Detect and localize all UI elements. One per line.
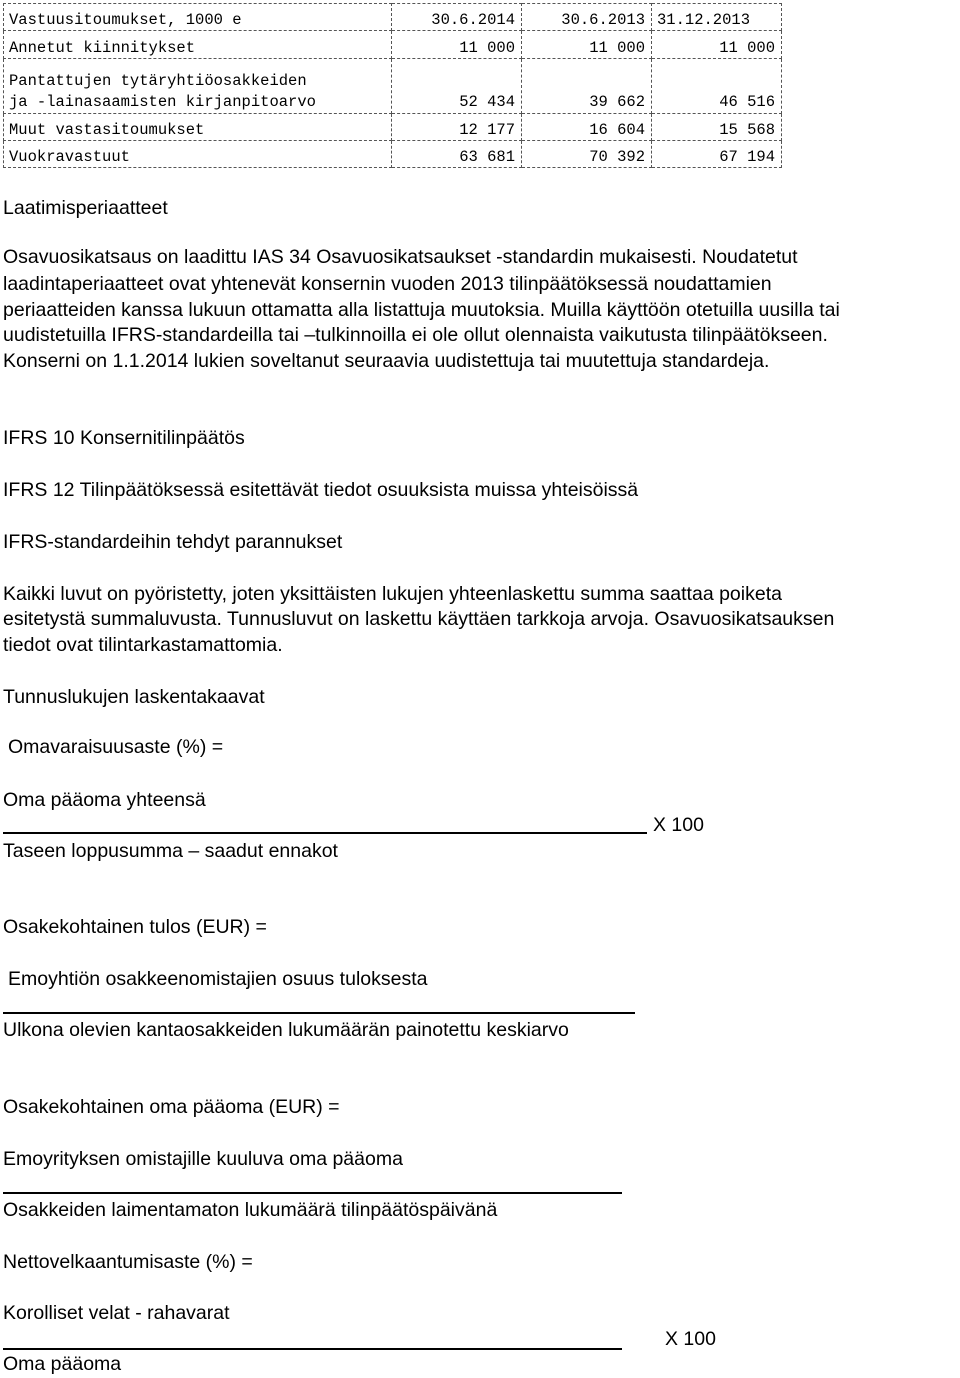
- fraction-line: [3, 832, 647, 834]
- formula-gearing-multiplier: X 100: [665, 1328, 716, 1350]
- heading-formulas: Tunnuslukujen laskentakaavat: [3, 686, 265, 708]
- formula-equity-per-share-denominator: Osakkeiden laimentamaton lukumäärä tilinpäätöspäivänä: [3, 1199, 498, 1221]
- fraction-line: [3, 1192, 622, 1194]
- row-label: [4, 59, 392, 114]
- formula-eps-numerator: Emoyhtiön osakkeenomistajien osuus tuloksesta: [8, 968, 428, 990]
- row-value: 15 568: [652, 114, 782, 141]
- formula-equity-per-share-title: Osakekohtainen oma pääoma (EUR) =: [3, 1096, 340, 1118]
- row-value: 11 000: [522, 31, 652, 59]
- row-value: 11 000: [652, 31, 782, 59]
- formula-eps-denominator: Ulkona olevien kantaosakkeiden lukumäärän painotettu keskiarvo: [3, 1019, 569, 1041]
- row-value: 46 516: [652, 59, 782, 114]
- standard-ifrs12: IFRS 12 Tilinpäätöksessä esitettävät tiedot osuuksista muissa yhteisöissä: [3, 479, 639, 501]
- fraction-line: [3, 1348, 622, 1350]
- paragraph-line: tiedot ovat tilintarkastamattomia.: [3, 634, 283, 656]
- formula-equity-per-share-numerator: Emoyrityksen omistajille kuuluva oma pääoma: [3, 1148, 403, 1170]
- standard-improvements: IFRS-standardeihin tehdyt parannukset: [3, 531, 343, 553]
- row-value: 16 604: [522, 114, 652, 141]
- formula-equity-ratio-denominator: Taseen loppusumma – saadut ennakot: [3, 840, 338, 862]
- paragraph-line: laadintaperiaatteet ovat yhtenevät konsernin vuoden 2013 tilinpäätöksessä noudattamien: [3, 273, 772, 295]
- paragraph-line: Osavuosikatsaus on laadittu IAS 34 Osavuosikatsaukset -standardin mukaisesti. Noudatetut: [3, 246, 798, 268]
- row-label: Vuokravastuut: [4, 141, 392, 168]
- table-header-col2: 30.6.2013: [522, 4, 652, 31]
- paragraph-line: periaatteiden kanssa lukuun ottamatta alla listattuja muutoksia. Muilla käyttöön otetuilla uusilla tai: [3, 299, 840, 321]
- formula-equity-ratio-multiplier: X 100: [653, 814, 704, 836]
- formula-gearing-numerator: Korolliset velat - rahavarat: [3, 1302, 230, 1324]
- table-row: [4, 114, 782, 141]
- table-header-row: [4, 4, 782, 31]
- commitments-table: [3, 3, 782, 168]
- row-value: 70 392: [522, 141, 652, 168]
- row-label-line2: ja -lainasaamisten kirjanpitoarvo: [9, 93, 316, 111]
- standard-ifrs10: IFRS 10 Konsernitilinpäätös: [3, 427, 245, 449]
- row-value: 11 000: [392, 31, 522, 59]
- table-row: [4, 31, 782, 59]
- heading-principles: Laatimisperiaatteet: [3, 197, 168, 219]
- table-row: [4, 59, 782, 114]
- row-value: 63 681: [392, 141, 522, 168]
- formula-equity-ratio-numerator: Oma pääoma yhteensä: [3, 789, 206, 811]
- formula-eps-title: Osakekohtainen tulos (EUR) =: [3, 916, 267, 938]
- row-value: 12 177: [392, 114, 522, 141]
- paragraph-line: uudistetuilla IFRS-standardeilla tai –tulkinnoilla ei ole ollut olennaista vaikutusta tilinpäätökseen.: [3, 324, 828, 346]
- row-value: 39 662: [522, 59, 652, 114]
- paragraph-line: Kaikki luvut on pyöristetty, joten yksittäisten lukujen yhteenlaskettu summa saattaa poiketa: [3, 583, 782, 605]
- row-label: Annetut kiinnitykset: [4, 31, 392, 59]
- table-header-col3: 31.12.2013: [652, 4, 782, 31]
- formula-gearing-denominator: Oma pääoma: [3, 1353, 122, 1375]
- paragraph-line: esitetystä summaluvusta. Tunnusluvut on laskettu käyttäen tarkkoja arvoja. Osavuosikatsauksen: [3, 608, 835, 630]
- paragraph-konserni: Konserni on 1.1.2014 lukien soveltanut seuraavia uudistettuja tai muutettuja standardeja.: [3, 350, 770, 372]
- table-header-col1: 30.6.2014: [392, 4, 522, 31]
- row-label: Muut vastasitoumukset: [4, 114, 392, 141]
- fraction-line: [3, 1012, 635, 1014]
- row-value: 67 194: [652, 141, 782, 168]
- table-row: [4, 141, 782, 168]
- row-label-line1: Pantattujen tytäryhtiöosakkeiden: [9, 72, 307, 90]
- formula-equity-ratio-title: Omavaraisuusaste (%) =: [8, 736, 224, 758]
- table-header-label: Vastuusitoumukset, 1000 e: [4, 4, 392, 31]
- formula-gearing-title: Nettovelkaantumisaste (%) =: [3, 1251, 253, 1273]
- row-value: 52 434: [392, 59, 522, 114]
